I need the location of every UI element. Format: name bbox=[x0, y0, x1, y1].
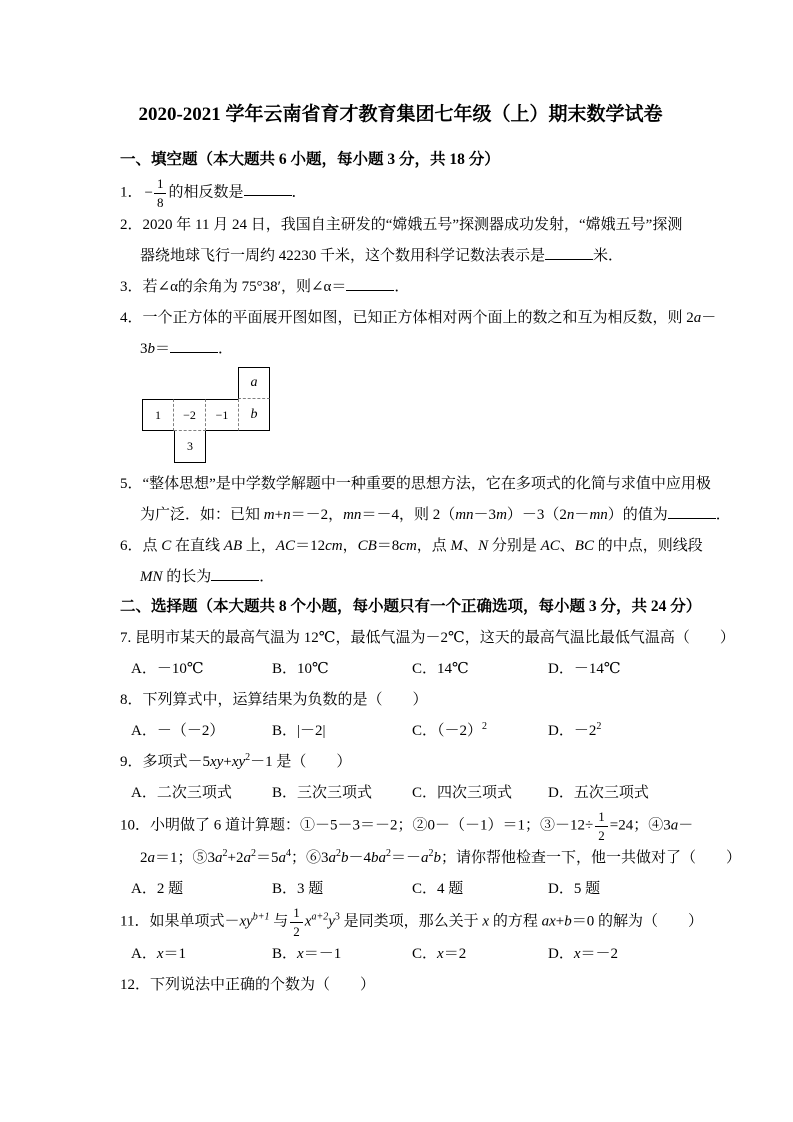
question-3-line-1 bbox=[120, 272, 681, 303]
question-11 bbox=[120, 905, 703, 970]
text-run: ＝－2 bbox=[580, 946, 619, 962]
text-run: －1 是（ ） bbox=[250, 754, 352, 770]
net-cell-b: b bbox=[238, 399, 270, 431]
question-10-line-1 bbox=[120, 809, 694, 843]
question-11-line-1 bbox=[120, 905, 703, 939]
text-run: ）的值为 bbox=[607, 507, 668, 523]
math-variable: BC bbox=[574, 538, 594, 554]
question-6 bbox=[120, 531, 703, 593]
answer-blank bbox=[244, 180, 292, 196]
text-run: C．四次三项式 bbox=[412, 785, 513, 801]
fraction-stack bbox=[595, 809, 608, 843]
text-run: －4 bbox=[348, 850, 372, 866]
text-run: A．－（－2） bbox=[131, 723, 225, 739]
math-variable: CB bbox=[357, 538, 377, 554]
text-run: 的中点，则线段 bbox=[593, 538, 703, 554]
fraction-numerator: 1 bbox=[154, 176, 167, 194]
text-run: 12．下列说法中正确的个数为（ ） bbox=[120, 977, 376, 993]
text-run: 3 bbox=[140, 341, 148, 357]
math-variable: a bbox=[693, 310, 702, 326]
text-run: － bbox=[574, 507, 590, 523]
answer-blank bbox=[545, 244, 593, 260]
text-run: －3 bbox=[473, 507, 497, 523]
text-run: 11．如果单项式－ bbox=[120, 913, 240, 930]
text-run: A．－10℃ bbox=[131, 661, 204, 677]
text-run: + bbox=[223, 754, 232, 770]
net-cell-−1: −1 bbox=[206, 399, 238, 431]
text-run: 器绕地球飞行一周约 42230 千米，这个数用科学记数法表示是 bbox=[140, 248, 546, 264]
text-run: D．5 题 bbox=[548, 881, 601, 897]
net-cell-3: 3 bbox=[174, 431, 206, 463]
text-run: ． bbox=[218, 341, 234, 357]
text-run: C． bbox=[412, 946, 438, 962]
superscript: 4 bbox=[286, 848, 291, 859]
text-run: D．－14℃ bbox=[548, 661, 621, 677]
text-run: 是同类项，那么关于 bbox=[339, 913, 483, 930]
question-5 bbox=[120, 469, 731, 531]
text-run: 2 bbox=[140, 850, 148, 866]
superscript: 2 bbox=[336, 848, 342, 859]
net-cell-a: a bbox=[238, 367, 270, 399]
math-variable: xy bbox=[239, 913, 253, 930]
text-run: ＝－ bbox=[391, 850, 422, 866]
question-11-option-D bbox=[548, 939, 681, 970]
math-variable: a bbox=[421, 850, 429, 866]
math-variable: MN bbox=[140, 569, 163, 585]
question-9-option-D bbox=[548, 778, 681, 809]
text-run: 10．小明做了 6 道计算题：①－5－3＝－2；②0－（－1）＝1；③－12÷ bbox=[120, 817, 594, 834]
math-variable: a bbox=[278, 850, 286, 866]
question-8 bbox=[120, 685, 681, 747]
text-run: 7. 昆明市某天的最高气温为 12℃，最低气温为－2℃，这天的最高气温比最低气温高（ ） bbox=[120, 630, 735, 646]
text-run: B．10℃ bbox=[272, 661, 329, 677]
text-run: ＝－4，则 2（ bbox=[361, 507, 456, 523]
fraction-denominator: 2 bbox=[598, 828, 605, 843]
math-variable: x bbox=[304, 913, 312, 930]
text-run: 、 bbox=[463, 538, 479, 554]
superscript: 3 bbox=[334, 911, 340, 923]
text-run: 4．一个正方体的平面展开图如图，已知正方体相对两个面上的数之和互为相反数，则 2 bbox=[120, 310, 694, 326]
math-variable: C bbox=[161, 538, 172, 554]
text-run: ＝－2， bbox=[290, 507, 344, 523]
math-variable: x bbox=[482, 913, 490, 930]
text-run: D．－2 bbox=[548, 723, 597, 739]
text-run: 9．多项式－5 bbox=[120, 754, 211, 770]
question-2-line-2 bbox=[120, 241, 681, 272]
text-run: B．|－2| bbox=[272, 723, 326, 739]
math-variable: n bbox=[566, 507, 575, 523]
text-run: 5．“整体思想”是中学数学解题中一种重要的思想方法，它在多项式的化简与求值中应用极 bbox=[120, 476, 711, 492]
superscript: 2 bbox=[245, 752, 251, 763]
text-run: 分别是 bbox=[488, 538, 541, 554]
math-variable: a bbox=[147, 850, 155, 866]
text-run: ＝12 bbox=[295, 538, 326, 554]
text-run: ，点 bbox=[416, 538, 451, 554]
math-variable: mn bbox=[343, 507, 362, 523]
text-run: A． bbox=[131, 946, 157, 962]
text-run: ＝1；⑤3 bbox=[155, 850, 216, 866]
question-7-option-C bbox=[412, 654, 548, 685]
text-run: ＝5 bbox=[255, 850, 279, 866]
question-2-line-1 bbox=[120, 210, 681, 241]
question-8-option-B bbox=[272, 716, 412, 747]
text-run: C．14℃ bbox=[412, 661, 469, 677]
question-9-options bbox=[120, 778, 681, 809]
text-run: － bbox=[701, 310, 717, 326]
section1-heading: 一、填空题（本大题共 6 小题，每小题 3 分，共 18 分） bbox=[120, 151, 500, 168]
math-variable: AB bbox=[223, 538, 243, 554]
math-variable: ba bbox=[371, 850, 387, 866]
question-8-option-A bbox=[131, 716, 272, 747]
fraction bbox=[290, 905, 303, 939]
text-run: 6．点 bbox=[120, 538, 162, 554]
text-run: ）－3（2 bbox=[506, 507, 567, 523]
text-run: 的方程 bbox=[489, 913, 542, 930]
question-10-option-B bbox=[272, 874, 412, 905]
text-run: 上， bbox=[242, 538, 276, 554]
text-run: B．三次三项式 bbox=[272, 785, 373, 801]
math-variable: AC bbox=[275, 538, 296, 554]
math-variable: cm bbox=[325, 538, 343, 554]
text-run: C．4 题 bbox=[412, 881, 464, 897]
math-variable: a bbox=[243, 850, 251, 866]
math-variable: x bbox=[437, 946, 444, 962]
net-cell-−2: −2 bbox=[174, 399, 206, 431]
text-run: A．2 题 bbox=[131, 881, 184, 897]
question-8-line-1 bbox=[120, 685, 681, 716]
text-run: A．二次三项式 bbox=[131, 785, 232, 801]
text-run: 3．若∠α的余角为 75°38′，则∠α＝ bbox=[120, 279, 347, 295]
fraction-numerator: 1 bbox=[595, 809, 608, 827]
fraction-stack bbox=[154, 176, 167, 210]
text-run: ＝1 bbox=[163, 946, 187, 962]
text-run: 2．2020 年 11 月 24 日，我国自主研发的“嫦娥五号”探测器成功发射，“嫦娥五号”探测 bbox=[120, 217, 683, 233]
question-10-line-2 bbox=[120, 843, 742, 874]
answer-blank bbox=[211, 565, 259, 581]
fraction-denominator: 8 bbox=[156, 195, 164, 210]
text-run: ＝0 的解为（ ） bbox=[571, 913, 703, 930]
question-2 bbox=[120, 210, 681, 272]
question-5-line-2 bbox=[120, 500, 731, 531]
question-9-line-1 bbox=[120, 747, 681, 778]
text-run: ；请你帮他检查一下，他一共做对了（ ） bbox=[441, 850, 742, 866]
math-variable: b bbox=[433, 850, 442, 866]
question-7 bbox=[120, 623, 735, 685]
text-run: 在直线 bbox=[171, 538, 224, 554]
question-1-line-1 bbox=[120, 176, 681, 210]
math-variable: y bbox=[328, 913, 335, 930]
section2-heading: 二、选择题（本大题共 8 个小题，每小题只有一个正确选项，每小题 3 分，共 24 分） bbox=[120, 598, 702, 615]
text-run: ， bbox=[342, 538, 358, 554]
superscript: 2 bbox=[596, 721, 602, 732]
question-9 bbox=[120, 747, 681, 809]
question-7-option-D bbox=[548, 654, 681, 685]
math-variable: M bbox=[450, 538, 464, 554]
question-3 bbox=[120, 272, 681, 303]
question-8-option-C bbox=[412, 716, 548, 747]
superscript: 2 bbox=[222, 848, 228, 859]
text-run: － bbox=[678, 817, 694, 834]
text-run: ＝－1 bbox=[303, 946, 342, 962]
answer-blank bbox=[346, 275, 394, 291]
text-run: B． bbox=[272, 946, 298, 962]
math-variable: x bbox=[297, 946, 304, 962]
text-run: 的相反数是 bbox=[168, 184, 244, 201]
math-variable: N bbox=[478, 538, 489, 554]
text-run: 为广泛．如：已知 bbox=[140, 507, 264, 523]
question-11-options bbox=[120, 939, 681, 970]
section1-questions bbox=[120, 176, 731, 593]
question-12 bbox=[120, 970, 681, 1001]
question-7-option-B bbox=[272, 654, 412, 685]
question-6-line-1 bbox=[120, 531, 703, 562]
fraction-stack bbox=[290, 905, 303, 939]
exam-title: 2020-2021 学年云南省育才教育集团七年级（上）期末数学试卷 bbox=[138, 104, 663, 125]
fraction-minus-sign: − bbox=[144, 184, 153, 201]
cube-net-figure bbox=[142, 367, 272, 463]
question-6-line-2 bbox=[120, 562, 681, 593]
math-variable: mn bbox=[589, 507, 608, 523]
math-variable: cm bbox=[399, 538, 417, 554]
answer-blank bbox=[668, 503, 716, 519]
question-10-option-D bbox=[548, 874, 681, 905]
text-run: 、 bbox=[559, 538, 575, 554]
text-run: + bbox=[274, 507, 284, 523]
text-run: ． bbox=[394, 279, 410, 295]
text-run: C．（－2） bbox=[412, 723, 483, 739]
question-9-option-A bbox=[131, 778, 272, 809]
question-7-option-A bbox=[131, 654, 272, 685]
math-variable: x bbox=[156, 946, 164, 962]
answer-blank bbox=[170, 337, 218, 353]
superscript: 2 bbox=[428, 848, 434, 859]
question-9-option-B bbox=[272, 778, 412, 809]
question-4-line-1 bbox=[120, 303, 717, 334]
math-variable: b bbox=[564, 913, 572, 930]
question-10-option-C bbox=[412, 874, 548, 905]
question-4-line-2 bbox=[120, 334, 681, 365]
question-10-option-A bbox=[131, 874, 272, 905]
question-10 bbox=[120, 809, 742, 905]
text-run: ；⑥3 bbox=[291, 850, 329, 866]
math-variable: a bbox=[670, 817, 679, 834]
math-variable: x bbox=[573, 946, 581, 962]
text-run: B．3 题 bbox=[272, 881, 324, 897]
math-variable: xy bbox=[231, 754, 246, 770]
question-9-option-C bbox=[412, 778, 548, 809]
math-variable: a bbox=[215, 850, 223, 866]
fraction-denominator: 2 bbox=[293, 924, 300, 939]
question-8-options bbox=[120, 716, 681, 747]
question-1 bbox=[120, 176, 681, 210]
math-variable: AC bbox=[540, 538, 560, 554]
superscript: b+1 bbox=[252, 911, 270, 923]
question-8-option-D bbox=[548, 716, 681, 747]
text-run: + bbox=[555, 913, 565, 930]
question-11-option-B bbox=[272, 939, 412, 970]
text-run: 8．下列算式中，运算结果为负数的是（ ） bbox=[120, 692, 428, 708]
fraction bbox=[145, 176, 167, 210]
math-variable: mn bbox=[455, 507, 474, 523]
superscript: 2 bbox=[386, 848, 392, 859]
text-run: ． bbox=[715, 507, 731, 523]
question-11-option-A bbox=[131, 939, 272, 970]
math-variable: m bbox=[263, 507, 275, 523]
text-run: =24；④3 bbox=[609, 817, 671, 834]
net-cell-1: 1 bbox=[142, 399, 174, 431]
text-run: ＝2 bbox=[443, 946, 467, 962]
math-variable: n bbox=[283, 507, 291, 523]
text-run: 米． bbox=[593, 248, 624, 264]
fraction bbox=[595, 809, 608, 843]
question-4 bbox=[120, 303, 717, 463]
question-11-option-C bbox=[412, 939, 548, 970]
math-variable: xy bbox=[210, 754, 224, 770]
question-5-line-1 bbox=[120, 469, 711, 500]
question-7-line-1 bbox=[120, 623, 735, 654]
fraction-numerator: 1 bbox=[290, 905, 303, 923]
math-variable: a bbox=[328, 850, 337, 866]
section2-questions bbox=[120, 623, 742, 1001]
question-12-line-1 bbox=[120, 970, 681, 1001]
superscript: 2 bbox=[250, 848, 256, 859]
text-run: D． bbox=[548, 946, 574, 962]
question-7-options bbox=[120, 654, 681, 685]
text-run: 1． bbox=[120, 184, 143, 201]
text-run: ＝8 bbox=[376, 538, 400, 554]
text-run: D．五次三项式 bbox=[548, 785, 649, 801]
superscript: 2 bbox=[482, 721, 488, 732]
text-run: 与 bbox=[269, 913, 289, 930]
math-variable: m bbox=[496, 507, 507, 523]
math-variable: b bbox=[147, 341, 155, 357]
text-run: +2 bbox=[227, 850, 244, 866]
math-variable: b bbox=[341, 850, 349, 866]
text-run: ． bbox=[291, 184, 307, 201]
text-run: ＝ bbox=[155, 341, 171, 357]
question-10-options bbox=[120, 874, 681, 905]
text-run: ． bbox=[259, 569, 275, 585]
text-run: 的长为 bbox=[162, 569, 212, 585]
math-variable: ax bbox=[541, 913, 556, 930]
superscript: a+2 bbox=[311, 911, 329, 923]
